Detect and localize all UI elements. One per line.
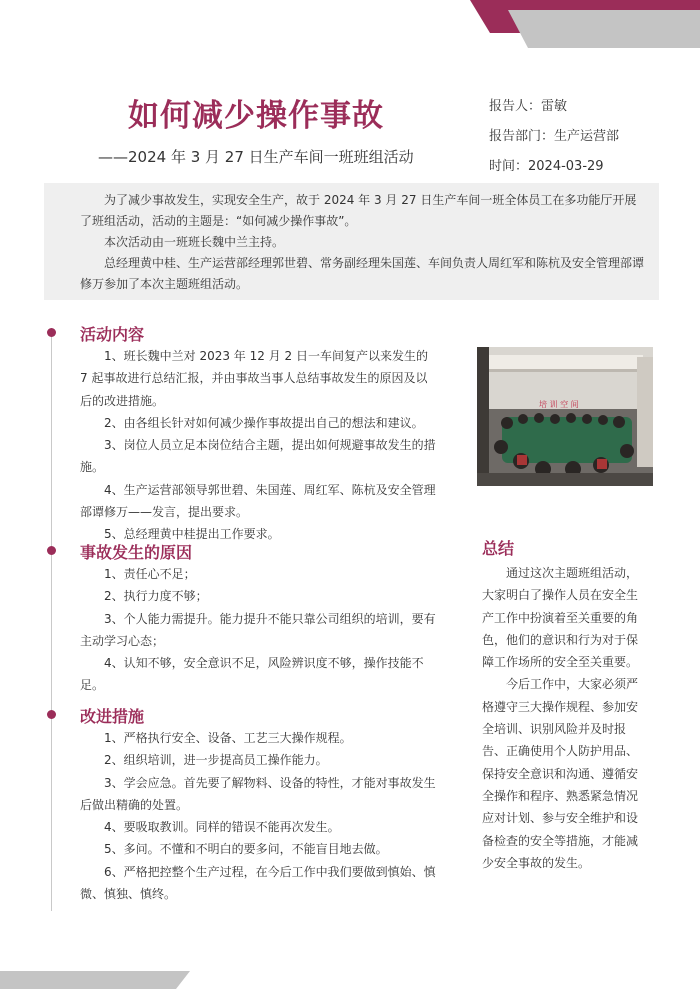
list-item: 2、执行力度不够； xyxy=(104,589,208,604)
section-body-improvements xyxy=(80,727,438,905)
list-item: 1、严格执行安全、设备、工艺三大操作规程。 xyxy=(104,731,352,745)
section-body-causes xyxy=(80,563,438,697)
list-item: 1、班长魏中兰对 2023 年 12 月 2 日一车间复产以来发生的 7 起事故进行总结汇报，并由事故当事人总结事故发生的原因及以后的改进措施。 xyxy=(80,349,428,408)
list-item: 2、组织培训，进一步提高员工操作能力。 xyxy=(104,753,328,768)
section-marker-dot xyxy=(47,328,56,337)
list-item: 3、个人能力需提升。能力提升不能只靠公司组织的培训，要有主动学习心态； xyxy=(80,611,436,648)
intro-box xyxy=(44,183,659,300)
page-title: 如何减少操作事故 xyxy=(128,98,384,134)
section-body-activity xyxy=(80,345,438,546)
list-item: 3、岗位人员立足本岗位结合主题，提出如何规避事故发生的措施。 xyxy=(80,438,436,475)
intro-paragraph: 本次活动由一班班长魏中兰主持。 xyxy=(104,235,285,249)
summary-paragraph: 通过这次主题班组活动，大家明白了操作人员在安全生产工作中扮演着至关重要的角色，他们的意识和行为对于保障工作场所的安全至关重要。 xyxy=(482,566,639,670)
section-title-activity: 活动内容 xyxy=(80,325,145,344)
list-item: 4、生产运营部领导郭世碧、朱国莲、周红军、陈杭及安全管理部谭修万——发言，提出要求。 xyxy=(80,482,436,520)
section-title-causes: 事故发生的原因 xyxy=(80,543,193,562)
summary-body xyxy=(482,562,648,874)
list-item: 1、责任心不足； xyxy=(104,567,196,581)
list-item: 5、总经理黄中桂提出工作要求。 xyxy=(104,527,280,542)
bottom-corner-decoration xyxy=(0,967,190,989)
department-label: 报告部门：生产运营部 xyxy=(489,129,620,144)
list-item: 3、学会应急。首先要了解物料、设备的特性，才能对事故发生后做出精确的处置。 xyxy=(80,775,436,812)
list-item: 4、认知不够，安全意识不足，风险辨识度不够，操作技能不足。 xyxy=(80,656,424,693)
list-item: 5、多问。不懂和不明白的要多问，不能盲目地去做。 xyxy=(104,842,388,857)
reporter-label: 报告人：雷敏 xyxy=(489,99,568,114)
list-item: 6、严格把控整个生产过程，在今后工作中我们要做到慎始、慎微、慎独、慎终。 xyxy=(80,864,436,902)
section-marker-dot xyxy=(47,710,56,719)
date-label: 时间：2024-03-29 xyxy=(489,159,604,174)
list-item: 4、要吸取教训。同样的错误不能再次发生。 xyxy=(104,820,340,835)
section-title-improvements: 改进措施 xyxy=(80,707,145,726)
section-marker-dot xyxy=(47,546,56,555)
meeting-photo xyxy=(477,347,653,486)
summary-paragraph: 今后工作中，大家必须严格遵守三大操作规程、参加安全培训、识别风险并及时报告、正确使用个人防护用品、保持安全意识和沟通、遵循安全操作和程序、熟悉紧急情况应对计划、参与安全维护和设备检查的安全等措施，才能减少安全事故的发生。 xyxy=(482,677,639,870)
intro-paragraph: 总经理黄中桂、生产运营部经理郭世碧、常务副经理朱国莲、车间负责人周红军和陈杭及安全管理部谭修万参加了本次主题班组活动。 xyxy=(80,256,645,291)
photo-banner-text: 培 训 空 间 xyxy=(539,400,579,409)
page-subtitle: ——2024 年 3 月 27 日生产车间一班班组活动 xyxy=(98,148,414,166)
timeline-line xyxy=(51,328,52,911)
top-corner-decoration xyxy=(470,0,700,48)
intro-paragraph: 为了减少事故发生，实现安全生产，故于 2024 年 3 月 27 日生产车间一班全体员工在多功能厅开展了班组活动，活动的主题是：“如何减少操作事故”。 xyxy=(80,193,637,228)
list-item: 2、由各组长针对如何减少操作事故提出自己的想法和建议。 xyxy=(104,415,424,430)
summary-title: 总结 xyxy=(482,539,515,558)
